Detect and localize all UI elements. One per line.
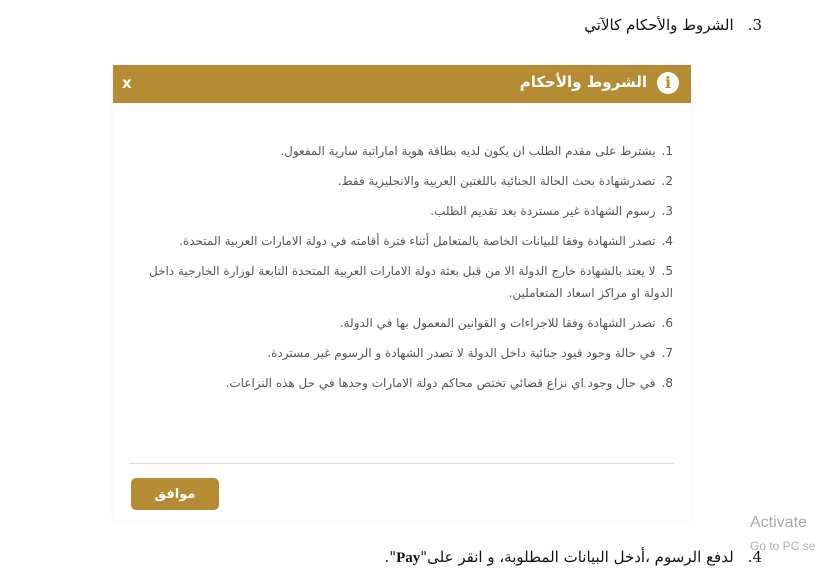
step-3-number: 3. (747, 16, 762, 34)
term-number: 3. (661, 204, 673, 218)
term-number: 7. (661, 346, 673, 360)
terms-list (143, 140, 673, 394)
step-3-instruction (584, 16, 762, 34)
step-4-text-end: ". (384, 548, 397, 566)
term-text: تصدر الشهادة وفقا للاجراءات و القوانين المعمول بها في الدولة. (339, 316, 656, 330)
close-icon[interactable]: x (122, 74, 132, 92)
terms-dialog (113, 65, 691, 520)
term-number: 8. (661, 376, 673, 390)
term-text: رسوم الشهادة غير مستردة بعد تقديم الطلب. (430, 204, 656, 218)
term-number: 1. (661, 144, 673, 158)
term-text: تصدر الشهادة وفقا للبيانات الخاصة بالمتعامل أثناء فترة أقامته في دولة الامارات العربية المتحدة. (179, 234, 656, 248)
dialog-header (113, 65, 691, 103)
term-number: 5. (661, 264, 673, 278)
activation-watermark-sub: Go to PC se (750, 539, 816, 553)
agree-button[interactable]: موافق (131, 478, 219, 510)
step-3-text: الشروط والأحكام كالآتي (584, 16, 734, 34)
term-item (143, 342, 673, 364)
term-text: في حال وجود اي نزاع قضائي تختص محاكم دولة الامارات وحدها في حل هذه النزاعات. (225, 376, 656, 390)
dialog-title: الشروط والأحكام (519, 73, 647, 91)
term-item (143, 140, 673, 162)
term-text: يشترط على مقدم الطلب ان يكون لديه بطاقة هوية اماراتية سارية المفعول. (280, 144, 656, 158)
term-number: 4. (661, 234, 673, 248)
term-item (143, 200, 673, 222)
term-text: تصدرشهادة بحث الحالة الجنائية باللغتين العربية والانجليزية فقط. (337, 174, 656, 188)
term-item (143, 260, 673, 304)
step-4-number: 4. (747, 548, 762, 566)
term-item (143, 372, 673, 394)
pay-keyword: Pay (396, 550, 421, 566)
term-item (143, 170, 673, 192)
term-item (143, 312, 673, 334)
dialog-divider (129, 463, 675, 464)
term-number: 2. (661, 174, 673, 188)
term-text: لا يعتد بالشهادة خارج الدولة الا من قبل بعثة دولة الامارات العربية المتحدة التابعة لوزارة الخارجية داخل الدولة او مراكز اسعاد المتعاملين. (148, 264, 673, 300)
activation-watermark: Activate (750, 514, 807, 531)
info-icon: i (657, 72, 679, 94)
term-item (143, 230, 673, 252)
term-text: في حالة وجود قيود جنائية داخل الدولة لا تصدر الشهادة و الرسوم غير مستردة. (267, 346, 656, 360)
step-4-text: لدفع الرسوم ،أدخل البيانات المطلوبة، و انقر على" (420, 548, 734, 566)
step-4-instruction (384, 548, 762, 567)
term-number: 6. (661, 316, 673, 330)
